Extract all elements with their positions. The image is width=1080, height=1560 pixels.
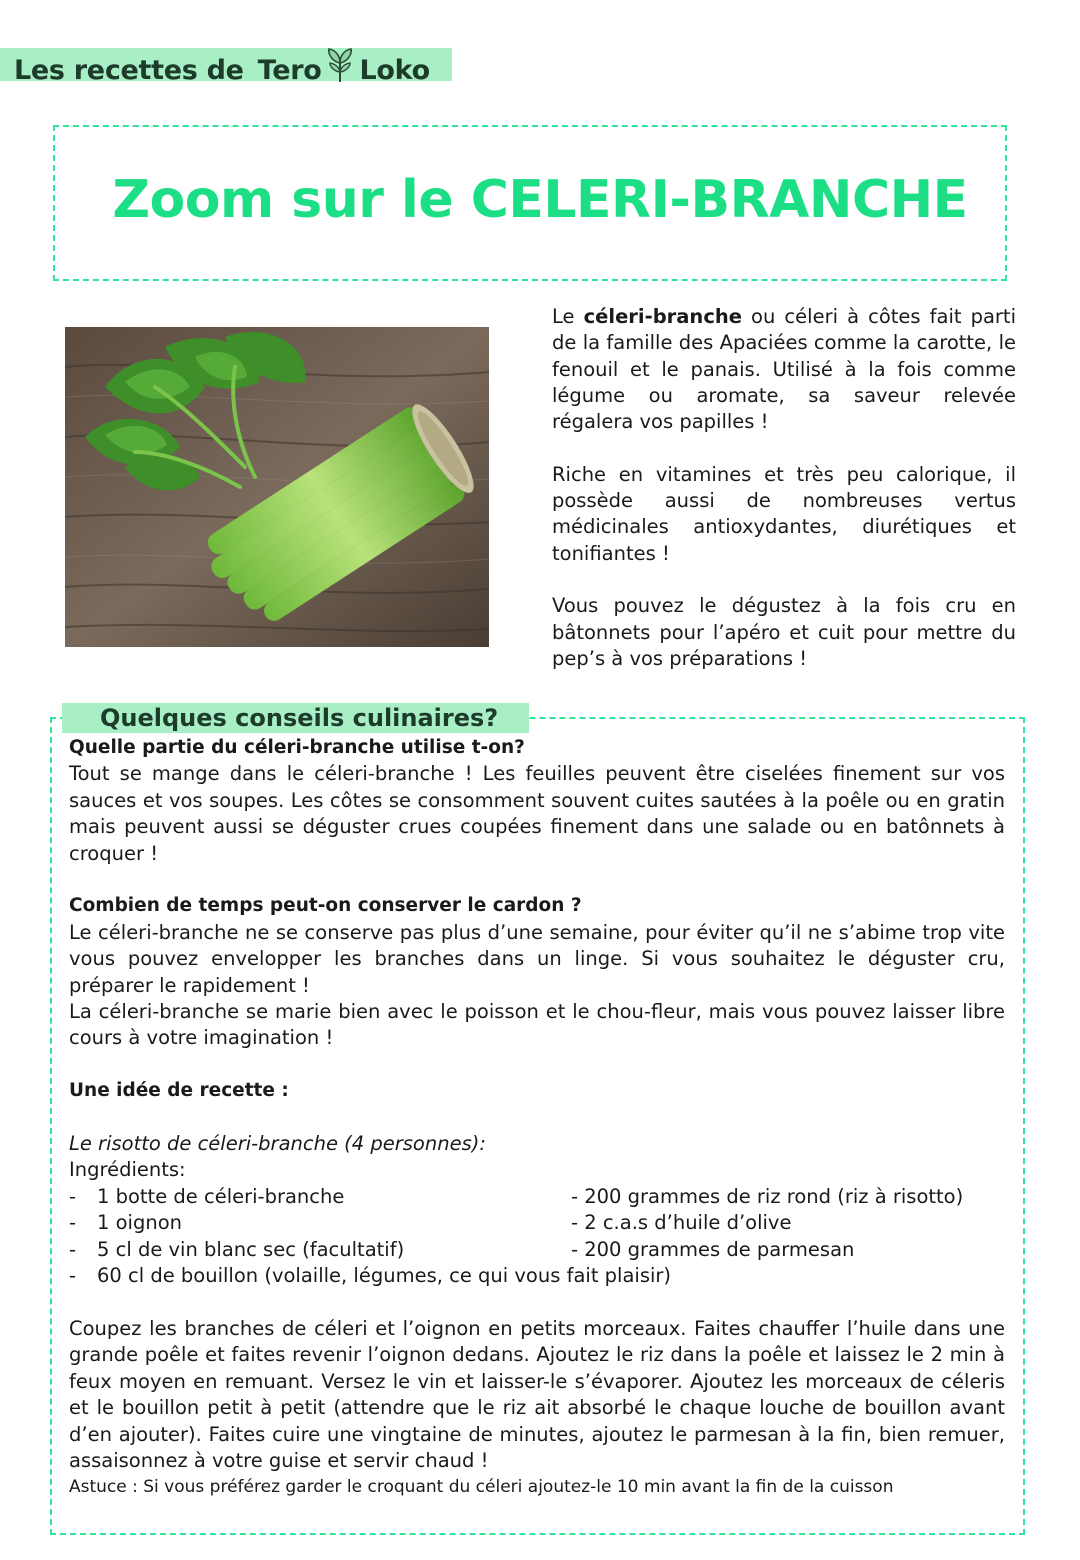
- ingredient-left: 1 botte de céleri-branche: [97, 1184, 345, 1208]
- intro-p1-before: Le: [552, 305, 584, 328]
- question-1: Quelle partie du céleri-branche utilise t-on?: [69, 737, 525, 758]
- ingredients-list: [69, 1184, 1005, 1290]
- header-title: [14, 49, 430, 86]
- ingredients-label: Ingrédients:: [69, 1158, 186, 1182]
- page-title: Zoom sur le CELERI-BRANCHE: [112, 170, 968, 230]
- astuce-note: Astuce : Si vous préférez garder le croquant du céleri ajoutez-le 10 min avant la fin de la cuisson: [69, 1477, 894, 1498]
- ingredient-right: - 200 grammes de parmesan: [571, 1237, 855, 1261]
- header-prefix: Les recettes de: [14, 55, 244, 86]
- tips-content: [69, 735, 1005, 1500]
- tips-heading: Quelques conseils culinaires?: [100, 704, 499, 732]
- ingredient-right: - 2 c.a.s d’huile d’olive: [571, 1211, 792, 1235]
- recipe-instructions: Coupez les branches de céleri et l’oignon en petits morceaux. Faites chauffer l’huile dans une grande poêle et faites revenir l’oignon dedans. Ajoutez le riz dans la poêle et laissez le 2 min à feux moyen en remuant. Versez le vin et laisser-le s’évaporer. Ajoutez les morceaux de céleris et le bouillon petit à petit (attendre que le riz ait absorbé le chaque louche de bouillon avant d’en ajouter). Faites cuire une vingtaine de minutes, ajoutez le parmesan à la fin, bien remuer, assaisonnez à votre guise et servir chaud !: [69, 1316, 1005, 1472]
- answer-2: Le céleri-branche ne se conserve pas plus d’une semaine, pour éviter qu’il ne s’abime trop vite vous pouvez envelopper les branches dans un linge. Si vous souhaitez le déguster cru, préparer le rapidement !: [69, 920, 1005, 997]
- brand-right: Loko: [359, 55, 430, 86]
- intro-paragraph-2: Riche en vitamines et très peu calorique, il possède aussi de nombreuses vertus médicinales antioxydantes, diurétiques et tonifiantes !: [552, 462, 1016, 565]
- ingredient-row: [69, 1184, 1005, 1210]
- question-2: Combien de temps peut-on conserver le cardon ?: [69, 895, 582, 917]
- ingredient-row: [69, 1210, 1005, 1236]
- ingredient-left: 5 cl de vin blanc sec (facultatif): [97, 1237, 405, 1261]
- intro-text: [552, 304, 1016, 698]
- ingredient-right: - 200 grammes de riz rond (riz à risotto): [571, 1184, 964, 1208]
- question-3: Une idée de recette :: [69, 1080, 289, 1102]
- list-dash: -: [69, 1211, 77, 1235]
- brand-left: Tero: [257, 55, 322, 86]
- answer-2b: La céleri-branche se marie bien avec le poisson et le chou-fleur, mais vous pouvez laisser libre cours à votre imagination !: [69, 1000, 1005, 1050]
- intro-paragraph-3: Vous pouvez le dégustez à la fois cru en bâtonnets pour l’apéro et cuit pour mettre du pep’s à vos préparations !: [552, 594, 1016, 670]
- recipe-title: Le risotto de céleri-branche (4 personnes):: [69, 1132, 486, 1156]
- list-dash: -: [69, 1184, 77, 1208]
- list-dash: -: [69, 1237, 77, 1261]
- celery-photo: [65, 327, 489, 647]
- intro-paragraph-1: [552, 304, 1016, 435]
- ingredient-left: 1 oignon: [97, 1211, 182, 1235]
- list-dash: -: [69, 1264, 77, 1288]
- intro-p1-bold: céleri-branche: [583, 305, 742, 328]
- answer-1: Tout se mange dans le céleri-branche ! Les feuilles peuvent être ciselées finement sur vos sauces et vos soupes. Les côtes se consomment souvent cuites sautées à la poêle ou en gratin mais peuvent aussi se déguster crues coupées finement dans une salade ou en batônnets à croquer !: [69, 762, 1005, 865]
- ingredient-left: 60 cl de bouillon (volaille, légumes, ce qui vous fait plaisir): [97, 1264, 672, 1288]
- ingredient-row: [69, 1263, 1005, 1289]
- ingredient-row: [69, 1237, 1005, 1263]
- leaf-logo-icon: [325, 47, 355, 92]
- intro-p1-after: ou céleri à côtes fait parti de la famille des Apaciées comme la carotte, le fenouil et le panais. Utilisé à la fois comme légume ou aromate, sa saveur relevée régalera vos papilles !: [552, 305, 1016, 434]
